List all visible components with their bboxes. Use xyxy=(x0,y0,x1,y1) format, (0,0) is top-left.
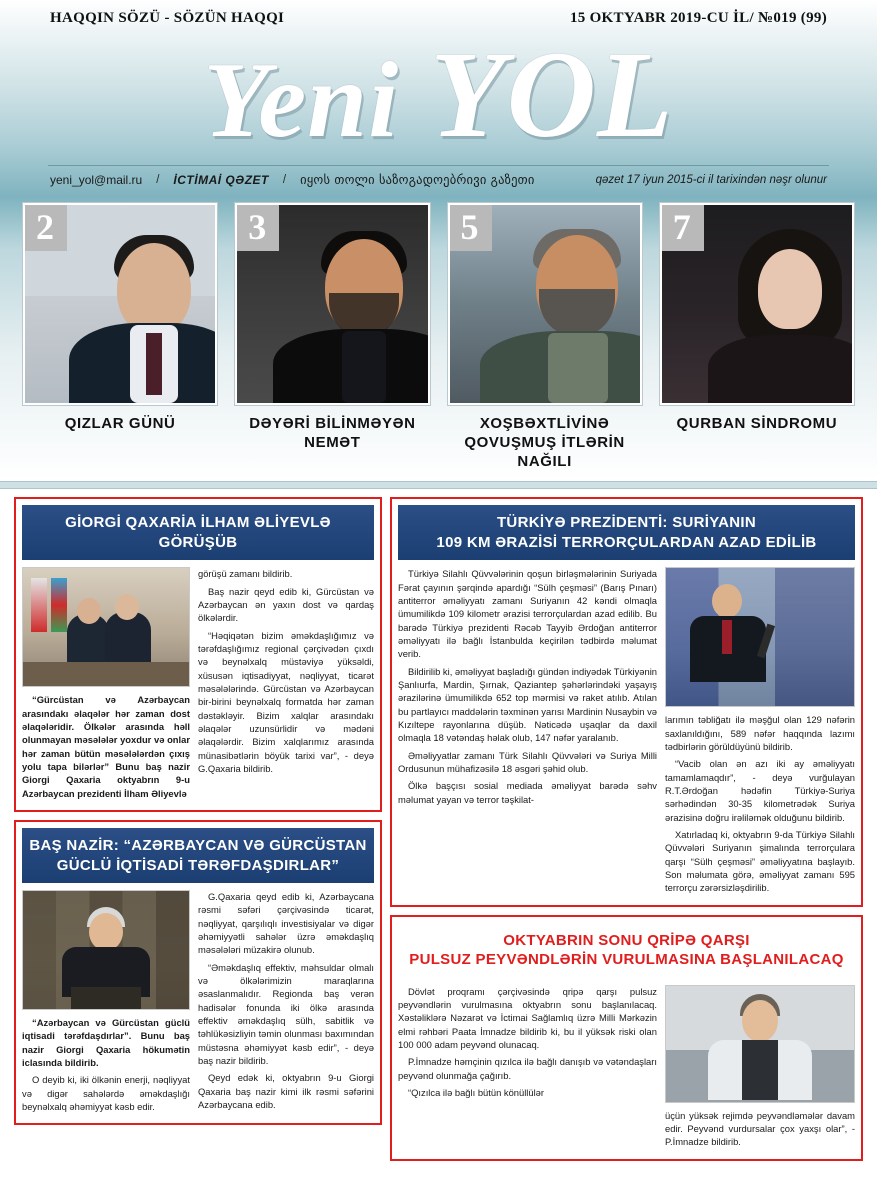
article-paragraph: üçün yüksək rejimdə peyvəndləmələr davam edir. Peyvənd vurdursalar çox yaxşı olar”, - P.İmnadze bildirib. xyxy=(665,1109,855,1148)
teaser-photo xyxy=(235,203,429,405)
article-paragraph: Bildirilib ki, əməliyyat başladığı gündən indiyədək Türkiyənin Şanlıurfa, Mardin, Şırnak, Qaziantep şəhərlərindəki yaşayış ərazilərinə ümumilikdə 652 top mərmisi və raket atılıb. Atılan bu partlayıcı maddələrin təxminən yarısı Mardinin Nusaybin və Kızıltepe rayonlarına düşüb. Nəticədə uşaqlar da daxil olmaqla 18 vətəndaş həlak olub, 147 nəfər yaralanıb. xyxy=(398,665,657,744)
teaser-row xyxy=(0,197,877,481)
article-paragraph: Ölkə başçısı sosial mediada əməliyyat barədə səhv məlumat yayan və terror təşkilat- xyxy=(398,780,657,805)
section-divider-band xyxy=(0,481,877,489)
article-lead-paragraph: “Azərbaycan və Gürcüstan güclü iqtisadi tərəfdaşdırlar”. Bunu baş nazir Giorgi Qaxaria hökumətin iclasında bildirib. xyxy=(22,1017,190,1069)
article-paragraph: Baş nazir qeyd edib ki, Gürcüstan və Azərbaycan ən yaxın dost və qardaş ölkələrdir. xyxy=(198,585,374,624)
erdogan-speaking-photo xyxy=(665,567,855,707)
teaser-page-number: 7 xyxy=(660,203,704,251)
teaser-item[interactable] xyxy=(439,203,651,471)
article-paragraph: görüşü zamanı bildirib. xyxy=(198,568,293,580)
article-flu-vaccination[interactable] xyxy=(390,915,863,1161)
article-headline: GİORGİ QAXARİA İLHAM ƏLİYEVLƏ GÖRÜŞÜB xyxy=(22,505,374,560)
teaser-title: QURBAN SİNDROMU xyxy=(676,415,838,432)
article-headline-line-2: PULSUZ PEYVƏNDLƏRİN VURULMASINA BAŞLANILACAQ xyxy=(409,951,844,969)
teaser-item[interactable] xyxy=(14,203,226,471)
article-paragraph: Qeyd edək ki, oktyabrın 9-u Giorgi Qaxaria baş nazir kimi ilk rəsmi səfərini Azərbaycana edib. xyxy=(198,1072,374,1111)
article-paragraph: “Vacib olan ən azı iki ay əməliyyatı tamamlamaqdır”, - deyə vurğulayan R.T.Ərdoğan hədəfin Türkiyə-Suriya sərhədindən 30-35 kilometrədək Suriya ərazisinə doğru irəliləmək olduğunu bildirib. xyxy=(665,758,855,823)
paper-type-label: İCTİMAİ QƏZET xyxy=(173,172,269,187)
article-paragraph: Dövlət proqramı çərçivəsində qripə qarşı pulsuz peyvəndlərin vurulmasına oktyabrın sonu başlanılacaq. Xəstəliklərə Nəzarət və İctimai Sağlamlıq üzrə Milli Mərkəzin elmi rəhbəri Paata İmnadze bildirib ki, bu il yüksək riski olan 100 000 adam peyvənd olunacaq. xyxy=(398,985,657,1051)
masthead-issue-date: 15 OKTYABR 2019-CU İL/ №019 (99) xyxy=(569,10,827,26)
article-paragraph: “Həqiqətən bizim əməkdaşlığımız və tərəfdaşlığımız regional çərçivədən çıxdı və beynəlxalq müstəviyə yüksəldi, xüsusən iqtisadiyyat, nəqliyyat, ticarət məsələlərində. Gürcüstan və Azərbaycan bir-birini beynəlxalq formatda hər zaman dəstəkləyir. Bizim xalqlar arasındakı əlaqələr uzunsürlidir və mədəni əlaqələrdir. Bizim xalqlarımız arasında münasibətlərin böyük tarixi var”, - deyə G.Qaxaria bildirib. xyxy=(198,629,374,775)
separator-slash-1: / xyxy=(156,173,160,186)
teaser-title: DƏYƏRİ BİLİNMƏYƏN NEMƏT xyxy=(249,415,416,451)
articles-grid xyxy=(0,489,877,1161)
prime-minister-at-podium-photo xyxy=(22,890,190,1010)
teaser-item[interactable] xyxy=(651,203,863,471)
article-giorgi-meeting[interactable] xyxy=(14,497,382,812)
right-column xyxy=(390,497,863,1161)
logo-word-yol: YOL xyxy=(429,26,674,163)
masthead-slogan: HAQQIN SÖZÜ - SÖZÜN HAQQI xyxy=(50,10,285,26)
teaser-page-number: 3 xyxy=(235,203,279,251)
article-paragraph: “Əməkdaşlıq effektiv, məhsuldar olmalı və ölkələrimizin maraqlarına əsaslanmalıdır. Regionda baş verən hadisələr fonunda iki ölkə arasında effektiv əməkdaşlıq sülh, sabitlik və təhlükəsizliyin təmin olunması baxımından müstəsna əhəmiyyət kəsb edir”, - deyə baş nazir bildirib. xyxy=(198,961,374,1067)
meeting-with-flags-photo xyxy=(22,567,190,687)
contact-email[interactable]: yeni_yol@mail.ru xyxy=(50,172,143,187)
logo-word-yeni: Yeni xyxy=(203,41,400,160)
article-prime-minister-partnership[interactable] xyxy=(14,820,382,1125)
article-turkey-president[interactable] xyxy=(390,497,863,906)
teaser-photo xyxy=(448,203,642,405)
article-headline-line-1: OKTYABRIN SONU QRİPƏ QARŞI xyxy=(503,931,750,949)
newspaper-logo xyxy=(18,26,859,163)
article-headline-line-1: TÜRKİYƏ PREZİDENTİ: SURİYANIN xyxy=(496,514,757,532)
article-paragraph: Əməliyyatlar zamanı Türk Silahlı Qüvvələri və Suriya Milli Ordusunun mühafizəsilə 18 əsgəri şəhid olub. xyxy=(398,749,657,775)
teaser-photo xyxy=(660,203,854,405)
article-paragraph: “Qızılca ilə bağlı bütün könüllülər xyxy=(408,1087,545,1099)
article-headline: BAŞ NAZİR: “AZƏRBAYCAN VƏ GÜRCÜSTAN GÜCLÜ İQTİSADİ TƏRƏFDAŞDIRLAR” xyxy=(22,828,374,883)
publication-since-note: qəzet 17 iyun 2015-ci il tarixindən nəşr olunur xyxy=(595,173,827,186)
left-column xyxy=(14,497,382,1161)
teaser-title: XOŞBƏXTLİVİNƏ QOVUŞMUŞ İTLƏRİN NAĞILI xyxy=(464,415,625,470)
article-headline-line-2: 109 KM ƏRAZİSİ TERRORÇULARDAN AZAD EDİLİB xyxy=(436,533,817,551)
teaser-page-number: 5 xyxy=(448,203,492,251)
masthead xyxy=(0,0,877,197)
teaser-item[interactable] xyxy=(226,203,438,471)
masthead-sub-strip xyxy=(18,166,859,197)
article-paragraph: Türkiyə Silahlı Qüvvələrinin qoşun birləşmələrinin Suriyada Fərat çayının şərqində apardığı “Sülh çeşməsi” (Barış Pınarı) antiterror əməliyyatı zamanı Suriyanın 42 kəndi olmaqla ümumilikdə 109 kilometr ərazisi terrorçulardan azad edilib. Bu barədə Türkiyə prezidenti Rəcəb Tayyib Ərdoğan antiterror əməliyyatı ilə bağlı İstanbulda keçirilən tədbirdə məlumat verib. xyxy=(398,568,657,660)
article-paragraph: Xatırladaq ki, oktyabrın 9-da Türkiyə Silahlı Qüvvələri Suriyanın şimalında terrorçulara qarşı “Sülh çeşməsi” əməliyyatına başlayıb. Son məlumata görə, əməliyyat zamanı 595 terrorçu zərərsizləşdirilib. xyxy=(665,829,855,894)
article-paragraph: P.İmnadze həmçinin qızılca ilə bağlı danışıb və vətəndaşları peyvənd olunmağa çağırıb. xyxy=(398,1056,657,1081)
teaser-photo xyxy=(23,203,217,405)
article-paragraph: G.Qaxaria qeyd edib ki, Azərbaycana rəsmi səfəri çərçivəsində ticarət, nəqliyyat, qarşılıqlı investisiyalar və digər əhəmiyyətli sahələr üzrə əməkdaşlıq məsələləri müzakirə olunub. xyxy=(198,891,374,956)
teaser-title: QIZLAR GÜNÜ xyxy=(64,415,176,432)
article-headline xyxy=(398,505,855,560)
article-lead-paragraph: “Gürcüstan və Azərbaycan arasındakı əlaqələr hər zaman dost əlaqələridir. Ölkələr arasında həll olunmayan məsələlər yoxdur və onlar hər zaman bütün məsələlərdən çıxış yolu tapa bilərlər” Bunu baş nazir Giorgi Qaxaria oktyabrın 9-u Azərbaycan prezidenti İlham Əliyevlə xyxy=(22,694,190,799)
article-headline xyxy=(398,923,855,978)
teaser-page-number: 2 xyxy=(23,203,67,251)
man-in-grey-jacket-interview-photo xyxy=(665,985,855,1103)
article-paragraph: O deyib ki, iki ölkənin enerji, nəqliyyat və digər sahələrdə əməkdaşlığı beynəlxalq əhəmiyyət kəsb edir. xyxy=(22,1074,190,1113)
article-paragraph: larımın təbliğatı ilə məşğul olan 129 nəfərin saxlanıldığını, 589 nəfər haqqında lazımı tədbirlərin görüldüyünü bildirib. xyxy=(665,714,855,752)
georgian-subtitle: იყოს თოლი საზოგადოებრივი გაზეთი xyxy=(300,172,535,187)
separator-slash-2: / xyxy=(282,173,287,186)
